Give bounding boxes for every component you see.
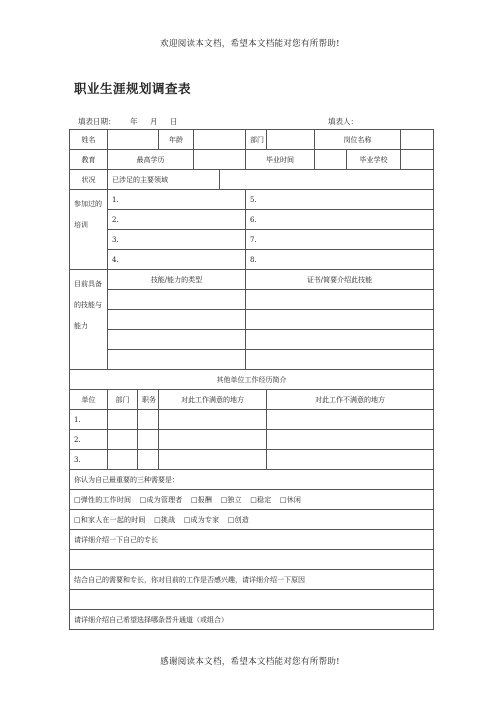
history-cell[interactable] [159,410,267,430]
skill-type-field[interactable] [108,330,246,350]
training-item[interactable]: 8. [246,250,434,270]
basic-info-row [70,130,434,150]
needs-option-checkbox[interactable]: □挑战 [154,515,176,524]
history-row-index: 1. [70,410,108,430]
specialty-prompt-row [70,530,434,550]
training-item[interactable]: 6. [246,210,434,230]
skill-row [70,310,434,330]
training-item[interactable]: 7. [246,230,434,250]
fields-row [70,170,434,190]
needs-question-row [70,470,434,490]
training-row [70,230,434,250]
education-label: 教育 [70,150,108,170]
training-row [70,210,434,230]
filler-label: 填表人： [328,117,358,126]
history-title-row [70,370,434,390]
interest-answer-field[interactable] [70,590,434,610]
year-label: 年 [130,117,138,126]
history-row-index: 2. [70,430,108,450]
history-cell[interactable] [138,430,159,450]
career-survey-table [69,129,434,630]
history-title: 其他单位工作经历简介 [70,370,434,390]
history-cell[interactable] [159,430,267,450]
interest-prompt-row [70,570,434,590]
needs-option-checkbox[interactable]: □成为管理者 [139,495,183,504]
skill-row [70,330,434,350]
history-cell[interactable] [267,410,434,430]
history-header-row [70,390,434,410]
needs-option-checkbox[interactable]: □报酬 [190,495,213,504]
skill-cert-field[interactable] [246,290,434,310]
status-label: 状况 [70,170,108,190]
month-label: 月 [150,117,158,126]
skill-cert-field[interactable] [246,310,434,330]
skill-cert-field[interactable] [246,330,434,350]
grad-time-field[interactable] [315,150,347,170]
age-label: 年龄 [159,130,194,150]
highest-degree-label: 最高学历 [108,150,194,170]
training-item[interactable]: 5. [246,190,434,210]
fields-label: 已涉足的主要领域 [108,170,220,190]
skill-type-field[interactable] [108,310,246,330]
needs-question: 你认为自己最重要的三种需要是： [70,470,434,490]
history-row [70,430,434,450]
interest-prompt: 结合自己的需要和专长，你对目前的工作是否感兴趣，请详细介绍一下原因 [70,570,434,590]
grad-school-field[interactable] [401,150,434,170]
needs-option-checkbox[interactable]: □弹性的工作时间 [74,495,132,504]
history-row [70,450,434,470]
history-col-unsatisfied: 对此工作不满意的地方 [267,390,434,410]
date-label: 填表日期： [78,117,116,126]
age-field[interactable] [194,130,246,150]
history-cell[interactable] [267,450,434,470]
name-field[interactable] [108,130,159,150]
skills-label: 目前具备的技能与能力 [70,270,108,370]
history-cell[interactable] [138,450,159,470]
history-cell[interactable] [108,430,138,450]
needs-option-checkbox[interactable]: □独立 [220,495,242,504]
history-cell[interactable] [138,410,159,430]
specialty-answer-row [70,550,434,570]
skill-row [70,350,434,370]
footer-note: 感谢阅读本文档，希望本文档能对您有所帮助! [160,657,340,667]
skill-type-field[interactable] [108,290,246,310]
highest-degree-field[interactable] [194,150,246,170]
training-row [70,190,434,210]
needs-options-row [70,490,434,510]
training-row [70,250,434,270]
specialty-answer-field[interactable] [70,550,434,570]
history-col-unit: 单位 [70,390,108,410]
needs-options [70,510,434,530]
history-cell[interactable] [108,450,138,470]
needs-options-row [70,510,434,530]
needs-option-checkbox[interactable]: □休闲 [279,495,302,504]
training-item[interactable]: 3. [108,230,246,250]
grad-time-label: 毕业时间 [246,150,315,170]
training-label: 参加过的培训 [70,190,108,270]
training-item[interactable]: 2. [108,210,246,230]
interest-answer-row [70,590,434,610]
history-cell[interactable] [267,430,434,450]
history-cell[interactable] [108,410,138,430]
needs-option-checkbox[interactable]: □成为专家 [183,515,220,524]
position-label: 岗位名称 [315,130,401,150]
name-label: 姓名 [70,130,108,150]
training-item[interactable]: 1. [108,190,246,210]
skill-type-header: 技能/能力的类型 [108,270,246,290]
history-row-index: 3. [70,450,108,470]
education-row [70,150,434,170]
skill-cert-header: 证书/简要介绍此技能 [246,270,434,290]
department-field[interactable] [267,130,315,150]
skill-row [70,290,434,310]
fields-field[interactable] [220,170,434,190]
needs-option-checkbox[interactable]: □稳定 [250,495,272,504]
needs-option-checkbox[interactable]: □和家人在一起的时间 [74,515,146,524]
path-prompt: 请详细介绍自己希望选择哪条晋升通道（或组合） [70,610,434,630]
needs-option-checkbox[interactable]: □创造 [227,515,249,524]
path-prompt-row [70,610,434,630]
skill-type-field[interactable] [108,350,246,370]
department-label: 部门 [246,130,267,150]
history-col-department: 部门 [108,390,138,410]
training-item[interactable]: 4. [108,250,246,270]
position-field[interactable] [401,130,434,150]
history-col-title: 职务 [138,390,159,410]
skills-header-row [70,270,434,290]
needs-options [70,490,434,510]
specialty-prompt: 请详细介绍一下自己的专长 [70,530,434,550]
grad-school-label: 毕业学校 [347,150,401,170]
header-note: 欢迎阅读本文档，希望本文档能对您有所帮助! [160,39,340,49]
page-title: 职业生涯规划调查表 [74,81,192,96]
history-col-satisfied: 对此工作满意的地方 [159,390,267,410]
history-row [70,410,434,430]
day-label: 日 [170,117,178,126]
history-cell[interactable] [159,450,267,470]
skill-cert-field[interactable] [246,350,434,370]
